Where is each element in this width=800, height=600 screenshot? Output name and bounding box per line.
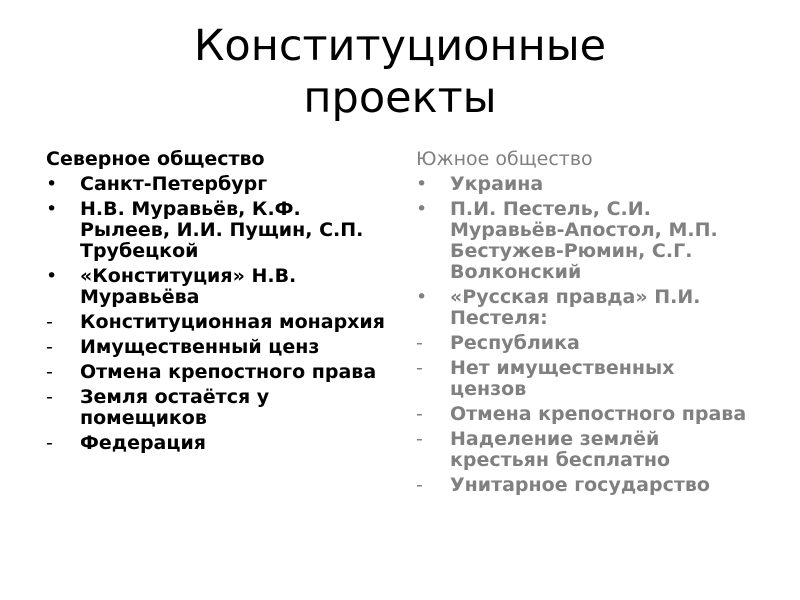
dash-marker: - xyxy=(416,428,423,450)
list-item-text: Отмена крепостного права xyxy=(80,361,377,383)
south-society-column xyxy=(416,148,756,500)
list-item xyxy=(46,433,386,454)
list-item xyxy=(46,387,386,429)
bullet-marker: • xyxy=(416,286,428,308)
slide-title xyxy=(0,20,800,124)
north-society-heading: Северное общество xyxy=(46,148,265,170)
bullet-marker: • xyxy=(46,265,58,287)
list-item-text: Республика xyxy=(450,332,580,354)
list-item-text: Наделение землёй крестьян бесплатно xyxy=(450,428,671,471)
list-item-text: Украина xyxy=(450,173,544,195)
list-item-text: Отмена крепостного права xyxy=(450,403,747,425)
north-society-list xyxy=(46,174,386,454)
list-item-text: «Русская правда» П.И. Пестеля: xyxy=(450,286,701,329)
dash-marker: - xyxy=(46,311,53,333)
list-item-text: Унитарное государство xyxy=(450,474,710,496)
list-item-text: Н.В. Муравьёв, К.Ф. Рылеев, И.И. Пущин, С.П. Трубецкой xyxy=(80,198,364,262)
list-item-text: Имущественный ценз xyxy=(80,336,320,358)
bullet-marker: • xyxy=(416,198,428,220)
list-item xyxy=(46,199,386,262)
bullet-marker: • xyxy=(46,173,58,195)
list-item xyxy=(416,199,756,283)
dash-marker: - xyxy=(46,432,53,454)
list-item xyxy=(46,266,386,308)
dash-marker: - xyxy=(416,474,423,496)
list-item xyxy=(416,174,756,195)
slide-title-line1: Конституционные xyxy=(193,21,607,71)
bullet-marker: • xyxy=(46,198,58,220)
list-item-text: Федерация xyxy=(80,432,206,454)
list-item xyxy=(416,358,756,400)
list-item-text: П.И. Пестель, С.И. Муравьёв-Апостол, М.П. Бестужев-Рюмин, С.Г. Волконский xyxy=(450,198,718,283)
list-item-text: Санкт-Петербург xyxy=(80,173,268,195)
list-item-text: Конституционная монархия xyxy=(80,311,385,333)
south-society-list xyxy=(416,174,756,496)
list-item xyxy=(46,337,386,358)
dash-marker: - xyxy=(416,357,423,379)
dash-marker: - xyxy=(46,336,53,358)
dash-marker: - xyxy=(46,386,53,408)
list-item-text: Земля остаётся у помещиков xyxy=(80,386,270,429)
dash-marker: - xyxy=(46,361,53,383)
list-item-text: «Конституция» Н.В. Муравьёва xyxy=(80,265,297,308)
dash-marker: - xyxy=(416,403,423,425)
list-item xyxy=(46,362,386,383)
slide-title-line2: проекты xyxy=(303,73,497,123)
dash-marker: - xyxy=(416,332,423,354)
list-item xyxy=(46,312,386,333)
north-society-column xyxy=(46,148,386,458)
list-item xyxy=(416,429,756,471)
list-item xyxy=(416,287,756,329)
list-item xyxy=(416,475,756,496)
list-item xyxy=(416,333,756,354)
bullet-marker: • xyxy=(416,173,428,195)
list-item-text: Нет имущественных цензов xyxy=(450,357,675,400)
south-society-heading: Южное общество xyxy=(416,148,593,170)
list-item xyxy=(416,404,756,425)
list-item xyxy=(46,174,386,195)
